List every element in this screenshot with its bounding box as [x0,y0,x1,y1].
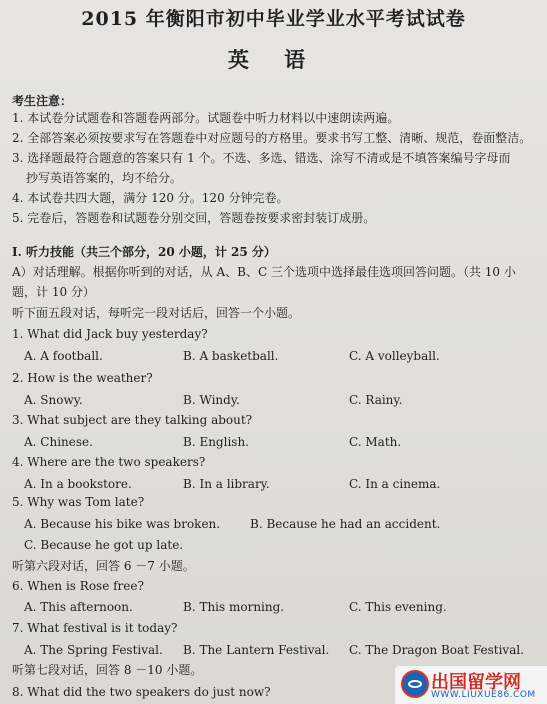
q1-option-b: B. A basketball. [183,349,279,363]
question-5: 5. Why was Tom late? [12,495,145,509]
q6-option-a: A. This afternoon. [24,600,133,614]
part-a-instruction-cont: 题，计 10 分） [12,285,95,299]
note-item: 4. 本试卷共四大题，满分 120 分。120 分钟完卷。 [12,191,289,205]
note-item: 5. 完卷后，答题卷和试题卷分别交回，答题卷按要求密封装订成册。 [12,211,376,225]
q5-option-a: A. Because his bike was broken. [24,517,221,531]
subject-title: 英 语 [227,47,320,72]
listening-instruction-6-7: 听第六段对话，回答 6 －7 小题。 [12,559,195,573]
q4-option-b: B. In a library. [183,477,270,491]
note-item: 1. 本试卷分试题卷和答题卷两部分。试题卷中听力材料以中速朗读两遍。 [12,111,400,125]
q1-option-c: C. A volleyball. [349,349,440,363]
question-7: 7. What festival is it today? [12,621,178,635]
notes-heading: 考生注意： [12,94,73,108]
part-a-instruction: A）对话理解。根据你听到的对话，从 A、B、C 三个选项中选择最佳选项回答问题。（共 10 小 [12,265,516,279]
question-8: 8. What did the two speakers do just now? [12,685,271,699]
q5-option-b: B. Because he had an accident. [250,517,441,531]
q3-option-b: B. English. [183,435,249,449]
q2-option-b: B. Windy. [183,393,240,407]
q2-option-c: C. Rainy. [349,393,403,407]
q4-option-a: A. In a bookstore. [24,477,132,491]
listening-instruction-8-10: 听第七段对话，回答 8 －10 小题。 [12,663,203,677]
watermark-url: WWW.LIUXUE86.COM [431,690,536,700]
exam-title: 2015 年衡阳市初中毕业学业水平考试试卷 [81,8,466,30]
q2-option-a: A. Snowy. [24,393,83,407]
note-item: 抄写英语答案的，均不给分。 [26,171,183,185]
q6-option-b: B. This morning. [183,600,285,614]
listening-instruction: 听下面五段对话，每听完一段对话后，回答一个小题。 [12,306,301,320]
q3-option-c: C. Math. [349,435,402,449]
globe-logo-icon [401,670,429,698]
q7-option-a: A. The Spring Festival. [24,643,163,657]
question-6: 6. When is Rose free? [12,579,144,593]
site-watermark [395,666,547,704]
q3-option-a: A. Chinese. [24,435,93,449]
question-3: 3. What subject are they talking about? [12,413,253,427]
q6-option-c: C. This evening. [349,600,447,614]
question-4: 4. Where are the two speakers? [12,455,206,469]
question-2: 2. How is the weather? [12,371,153,385]
q1-option-a: A. A football. [24,349,103,363]
q5-option-c: C. Because he got up late. [24,538,184,552]
q4-option-c: C. In a cinema. [349,477,441,491]
q7-option-b: B. The Lantern Festival. [183,643,330,657]
watermark-text: 出国留学网 [431,672,521,693]
q7-option-c: C. The Dragon Boat Festival. [349,643,525,657]
section-heading: Ⅰ. 听力技能（共三个部分，20 小题，计 25 分） [12,245,276,259]
note-item: 2. 全部答案必须按要求写在答题卷中对应题号的方格里。要求书写工整、清晰、规范，卷面整洁。 [12,131,532,145]
note-item: 3. 选择题最符合题意的答案只有 1 个。不选、多选、错选、涂写不清或是不填答案编号字母而 [12,151,511,165]
question-1: 1. What did Jack buy yesterday? [12,327,208,341]
